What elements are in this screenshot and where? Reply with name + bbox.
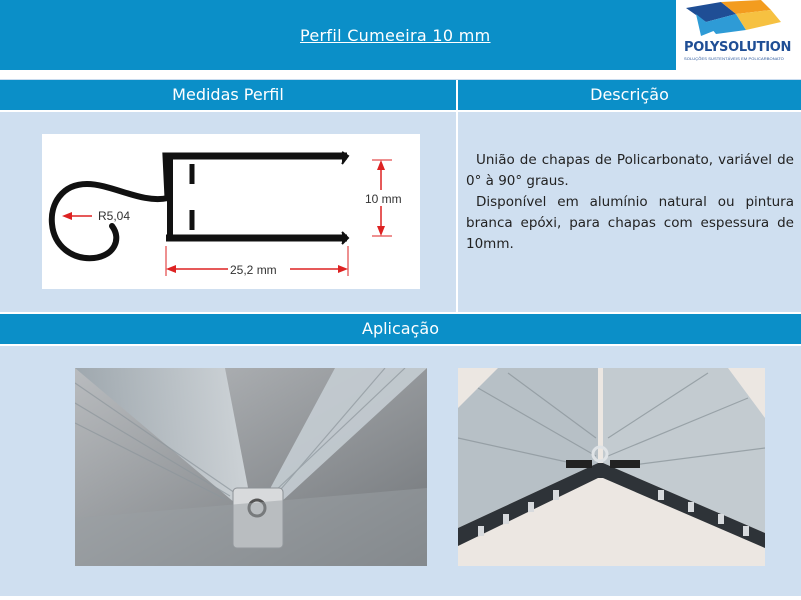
- application-photo-2: [458, 368, 765, 566]
- application-photo-1: [75, 368, 427, 566]
- profile-drawing: [42, 134, 420, 289]
- application-header: Aplicação: [0, 314, 801, 344]
- col-header-measures: Medidas Perfil: [0, 80, 456, 110]
- width-label: 25,2 mm: [230, 263, 277, 277]
- description-paragraph-2: Disponível em alumínio natural ou pintura branca epóxi, para chapas com espessura de 10mm.: [466, 194, 794, 252]
- description-text: [466, 150, 794, 255]
- bottom-border: [0, 596, 801, 600]
- height-label: 10 mm: [365, 192, 402, 206]
- page-title: Perfil Cumeeira 10 mm: [300, 26, 491, 45]
- logo-tagline: SOLUÇÕES SUSTENTÁVEIS EM POLICARBONATO: [684, 56, 784, 61]
- separator: [0, 70, 801, 79]
- radius-label: R5,04: [98, 209, 131, 223]
- profile-diagram: [42, 134, 420, 289]
- col-header-description: Descrição: [458, 80, 801, 110]
- description-paragraph-1: União de chapas de Policarbonato, variável de 0° à 90° graus.: [466, 152, 794, 189]
- logo-wordmark: POLYSOLUTION: [684, 40, 792, 55]
